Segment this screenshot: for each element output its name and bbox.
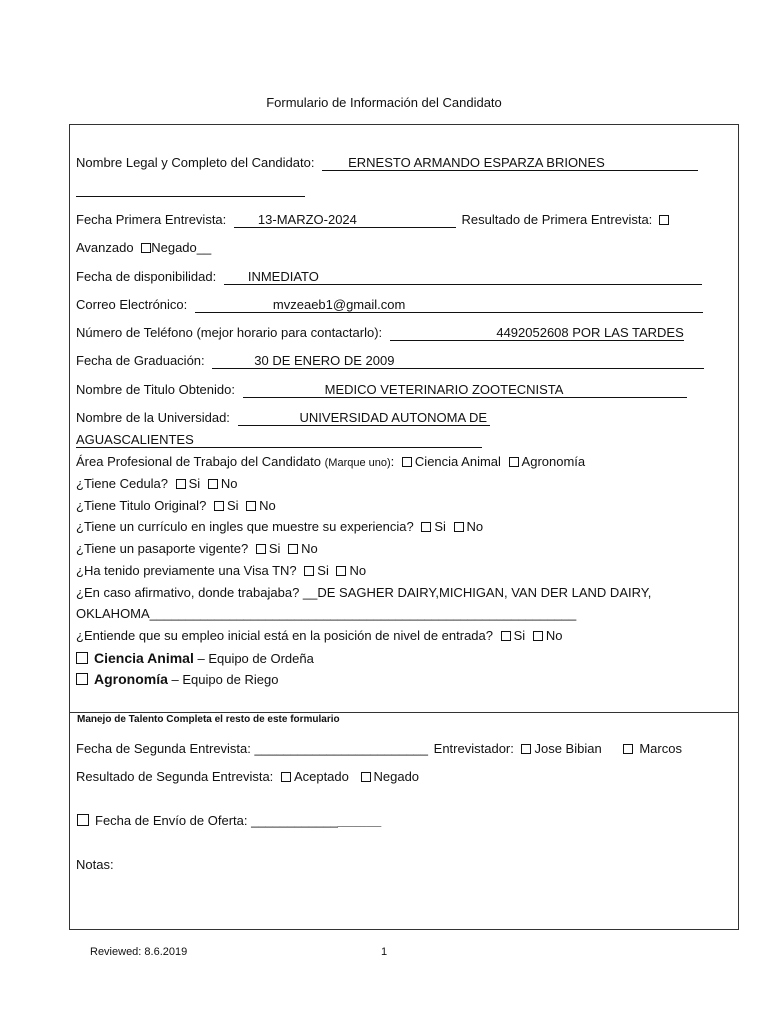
disponibilidad-value: INMEDIATO: [247, 269, 319, 284]
resultado2-row: [76, 769, 419, 784]
graduacion-field[interactable]: [212, 353, 704, 369]
titulo-original-label: ¿Tiene Titulo Original?: [76, 498, 207, 513]
option-ciencia-bold: Ciencia Animal: [94, 650, 194, 666]
pasaporte-no-label: No: [301, 541, 318, 556]
notas-label: Notas:: [76, 857, 114, 872]
marcos-label: Marcos: [639, 741, 682, 756]
fecha1-value: 13-MARZO-2024: [257, 212, 357, 227]
negado1-label: Negado__: [151, 240, 212, 255]
nombre-continuation-line: [76, 196, 305, 197]
titulo-label: Nombre de Titulo Obtenido:: [76, 382, 235, 397]
nombre-label: Nombre Legal y Completo del Candidato:: [76, 155, 315, 170]
graduacion-value: 30 DE ENERO DE 2009: [254, 353, 395, 368]
pasaporte-si-label: Si: [268, 541, 281, 556]
telefono-label: Número de Teléfono (mejor horario para contactarlo):: [76, 325, 383, 340]
resultado2-label: Resultado de Segunda Entrevista:: [76, 769, 274, 784]
oferta-checkbox[interactable]: [77, 814, 89, 826]
negado2-label: Negado: [373, 769, 420, 784]
avanzado-label: Avanzado: [76, 240, 134, 255]
option-ciencia-rest: – Equipo de Ordeña: [193, 651, 314, 666]
curriculo-si-checkbox[interactable]: [421, 522, 431, 532]
talento-heading: Manejo de Talento Completa el resto de este formulario: [77, 714, 340, 725]
telefono-field[interactable]: [390, 325, 684, 341]
titulo-original-no-label: No: [259, 498, 276, 513]
trabajaba-row: [76, 585, 651, 600]
negado1-checkbox[interactable]: [141, 243, 151, 253]
trabajaba-line-2[interactable]: OKLAHOMA___________________________________________________________: [76, 606, 577, 621]
universidad-field[interactable]: [238, 410, 490, 426]
titulo-original-si-label: Si: [226, 498, 239, 513]
universidad-row-2: [76, 432, 482, 448]
curriculo-no-label: No: [466, 519, 484, 534]
pasaporte-label: ¿Tiene un pasaporte vigente?: [76, 541, 249, 556]
universidad-row: [76, 410, 490, 426]
oferta-row: [77, 813, 381, 828]
area-label: Área Profesional de Trabajo del Candidato: [76, 454, 321, 469]
visa-si-checkbox[interactable]: [304, 566, 314, 576]
cedula-si-label: Si: [188, 476, 201, 491]
entiende-si-checkbox[interactable]: [501, 631, 511, 641]
fecha1-field[interactable]: [234, 212, 456, 228]
pasaporte-si-checkbox[interactable]: [256, 544, 266, 554]
option-agronomia-checkbox[interactable]: [76, 673, 88, 685]
entiende-no-checkbox[interactable]: [533, 631, 543, 641]
telefono-row: [76, 325, 684, 341]
cedula-si-checkbox[interactable]: [176, 479, 186, 489]
titulo-row: [76, 382, 687, 398]
option-agronomia-row: [76, 671, 278, 687]
fecha2-row: [76, 741, 682, 756]
entiende-label: ¿Entiende que su empleo inicial está en la posición de nivel de entrada?: [76, 628, 493, 643]
visa-no-label: No: [349, 563, 367, 578]
disponibilidad-field[interactable]: [224, 269, 702, 285]
page-number: 1: [381, 946, 388, 958]
fecha1-row: [76, 212, 672, 228]
section-divider: [69, 712, 739, 713]
curriculo-row: [76, 519, 483, 534]
ciencia-animal-checkbox[interactable]: [402, 457, 412, 467]
visa-no-checkbox[interactable]: [336, 566, 346, 576]
pasaporte-row: [76, 541, 318, 556]
trabajaba-label[interactable]: ¿En caso afirmativo, donde trabajaba? __DE SAGHER DAIRY,MICHIGAN, VAN DER LAND DAIRY,: [76, 585, 652, 600]
avanzado-row: [76, 240, 211, 255]
titulo-value: MEDICO VETERINARIO ZOOTECNISTA: [324, 382, 564, 397]
option-ciencia-checkbox[interactable]: [76, 652, 88, 664]
jose-label: Jose Bibian: [534, 741, 602, 756]
correo-row: [76, 297, 703, 313]
aceptado-checkbox[interactable]: [281, 772, 291, 782]
universidad-label: Nombre de la Universidad:: [76, 410, 230, 425]
cedula-label: ¿Tiene Cedula?: [76, 476, 169, 491]
visa-label: ¿Ha tenido previamente una Visa TN?: [76, 563, 297, 578]
reviewed-date: Reviewed: 8.6.2019: [90, 946, 188, 958]
cedula-no-checkbox[interactable]: [208, 479, 218, 489]
graduacion-row: [76, 353, 704, 369]
universidad-field-2[interactable]: [76, 432, 482, 448]
resultado1-checkbox[interactable]: [659, 215, 669, 225]
jose-checkbox[interactable]: [521, 744, 531, 754]
curriculo-label: ¿Tiene un currículo en ingles que muestre su experiencia?: [76, 519, 414, 534]
correo-value: mvzeaeb1@gmail.com: [272, 297, 406, 312]
area-row: [76, 454, 585, 469]
entrevistador-label: Entrevistador:: [433, 741, 514, 756]
universidad-value-2: AGUASCALIENTES: [76, 432, 194, 447]
entiende-row: [76, 628, 562, 643]
telefono-value: 4492052608 POR LAS TARDES: [496, 325, 684, 340]
oferta-label[interactable]: Fecha de Envío de Oferta: ____________: [95, 813, 338, 828]
oferta-tail: ______: [337, 813, 382, 828]
entiende-no-label: No: [545, 628, 563, 643]
titulo-original-no-checkbox[interactable]: [246, 501, 256, 511]
agronomia-checkbox[interactable]: [509, 457, 519, 467]
option-ciencia-row: [76, 650, 314, 666]
visa-row: [76, 563, 366, 578]
nombre-value: ERNESTO ARMANDO ESPARZA BRIONES: [348, 155, 605, 170]
titulo-original-si-checkbox[interactable]: [214, 501, 224, 511]
negado2-checkbox[interactable]: [361, 772, 371, 782]
visa-si-label: Si: [317, 563, 329, 578]
cedula-no-label: No: [220, 476, 238, 491]
option-agronomia-rest: – Equipo de Riego: [167, 672, 279, 687]
fecha2-label[interactable]: Fecha de Segunda Entrevista: ________________________: [76, 741, 429, 756]
curriculo-si-label: Si: [434, 519, 446, 534]
page-title: Formulario de Información del Candidato: [266, 95, 502, 110]
aceptado-label: Aceptado: [293, 769, 349, 784]
marcos-checkbox[interactable]: [623, 744, 633, 754]
nombre-row: [76, 155, 698, 171]
correo-label: Correo Electrónico:: [76, 297, 188, 312]
titulo-field[interactable]: [243, 382, 687, 398]
resultado1-label: Resultado de Primera Entrevista:: [461, 212, 653, 227]
disponibilidad-label: Fecha de disponibilidad:: [76, 269, 217, 284]
trabajaba-row-2: [76, 606, 576, 621]
pasaporte-no-checkbox[interactable]: [288, 544, 298, 554]
ciencia-animal-label: Ciencia Animal: [414, 454, 501, 469]
titulo-original-row: [76, 498, 276, 513]
disponibilidad-row: [76, 269, 702, 285]
cedula-row: [76, 476, 237, 491]
nombre-field[interactable]: [322, 155, 698, 171]
fecha1-label: Fecha Primera Entrevista:: [76, 212, 227, 227]
option-agronomia-bold: Agronomía: [94, 671, 168, 687]
curriculo-no-checkbox[interactable]: [454, 522, 464, 532]
correo-field[interactable]: [195, 297, 703, 313]
agronomia-label: Agronomía: [521, 454, 586, 469]
entiende-si-label: Si: [513, 628, 526, 643]
area-hint: (Marque uno): [324, 457, 391, 469]
universidad-value-1: UNIVERSIDAD AUTONOMA DE: [299, 410, 488, 425]
area-colon: :: [390, 454, 395, 469]
graduacion-label: Fecha de Graduación:: [76, 353, 205, 368]
